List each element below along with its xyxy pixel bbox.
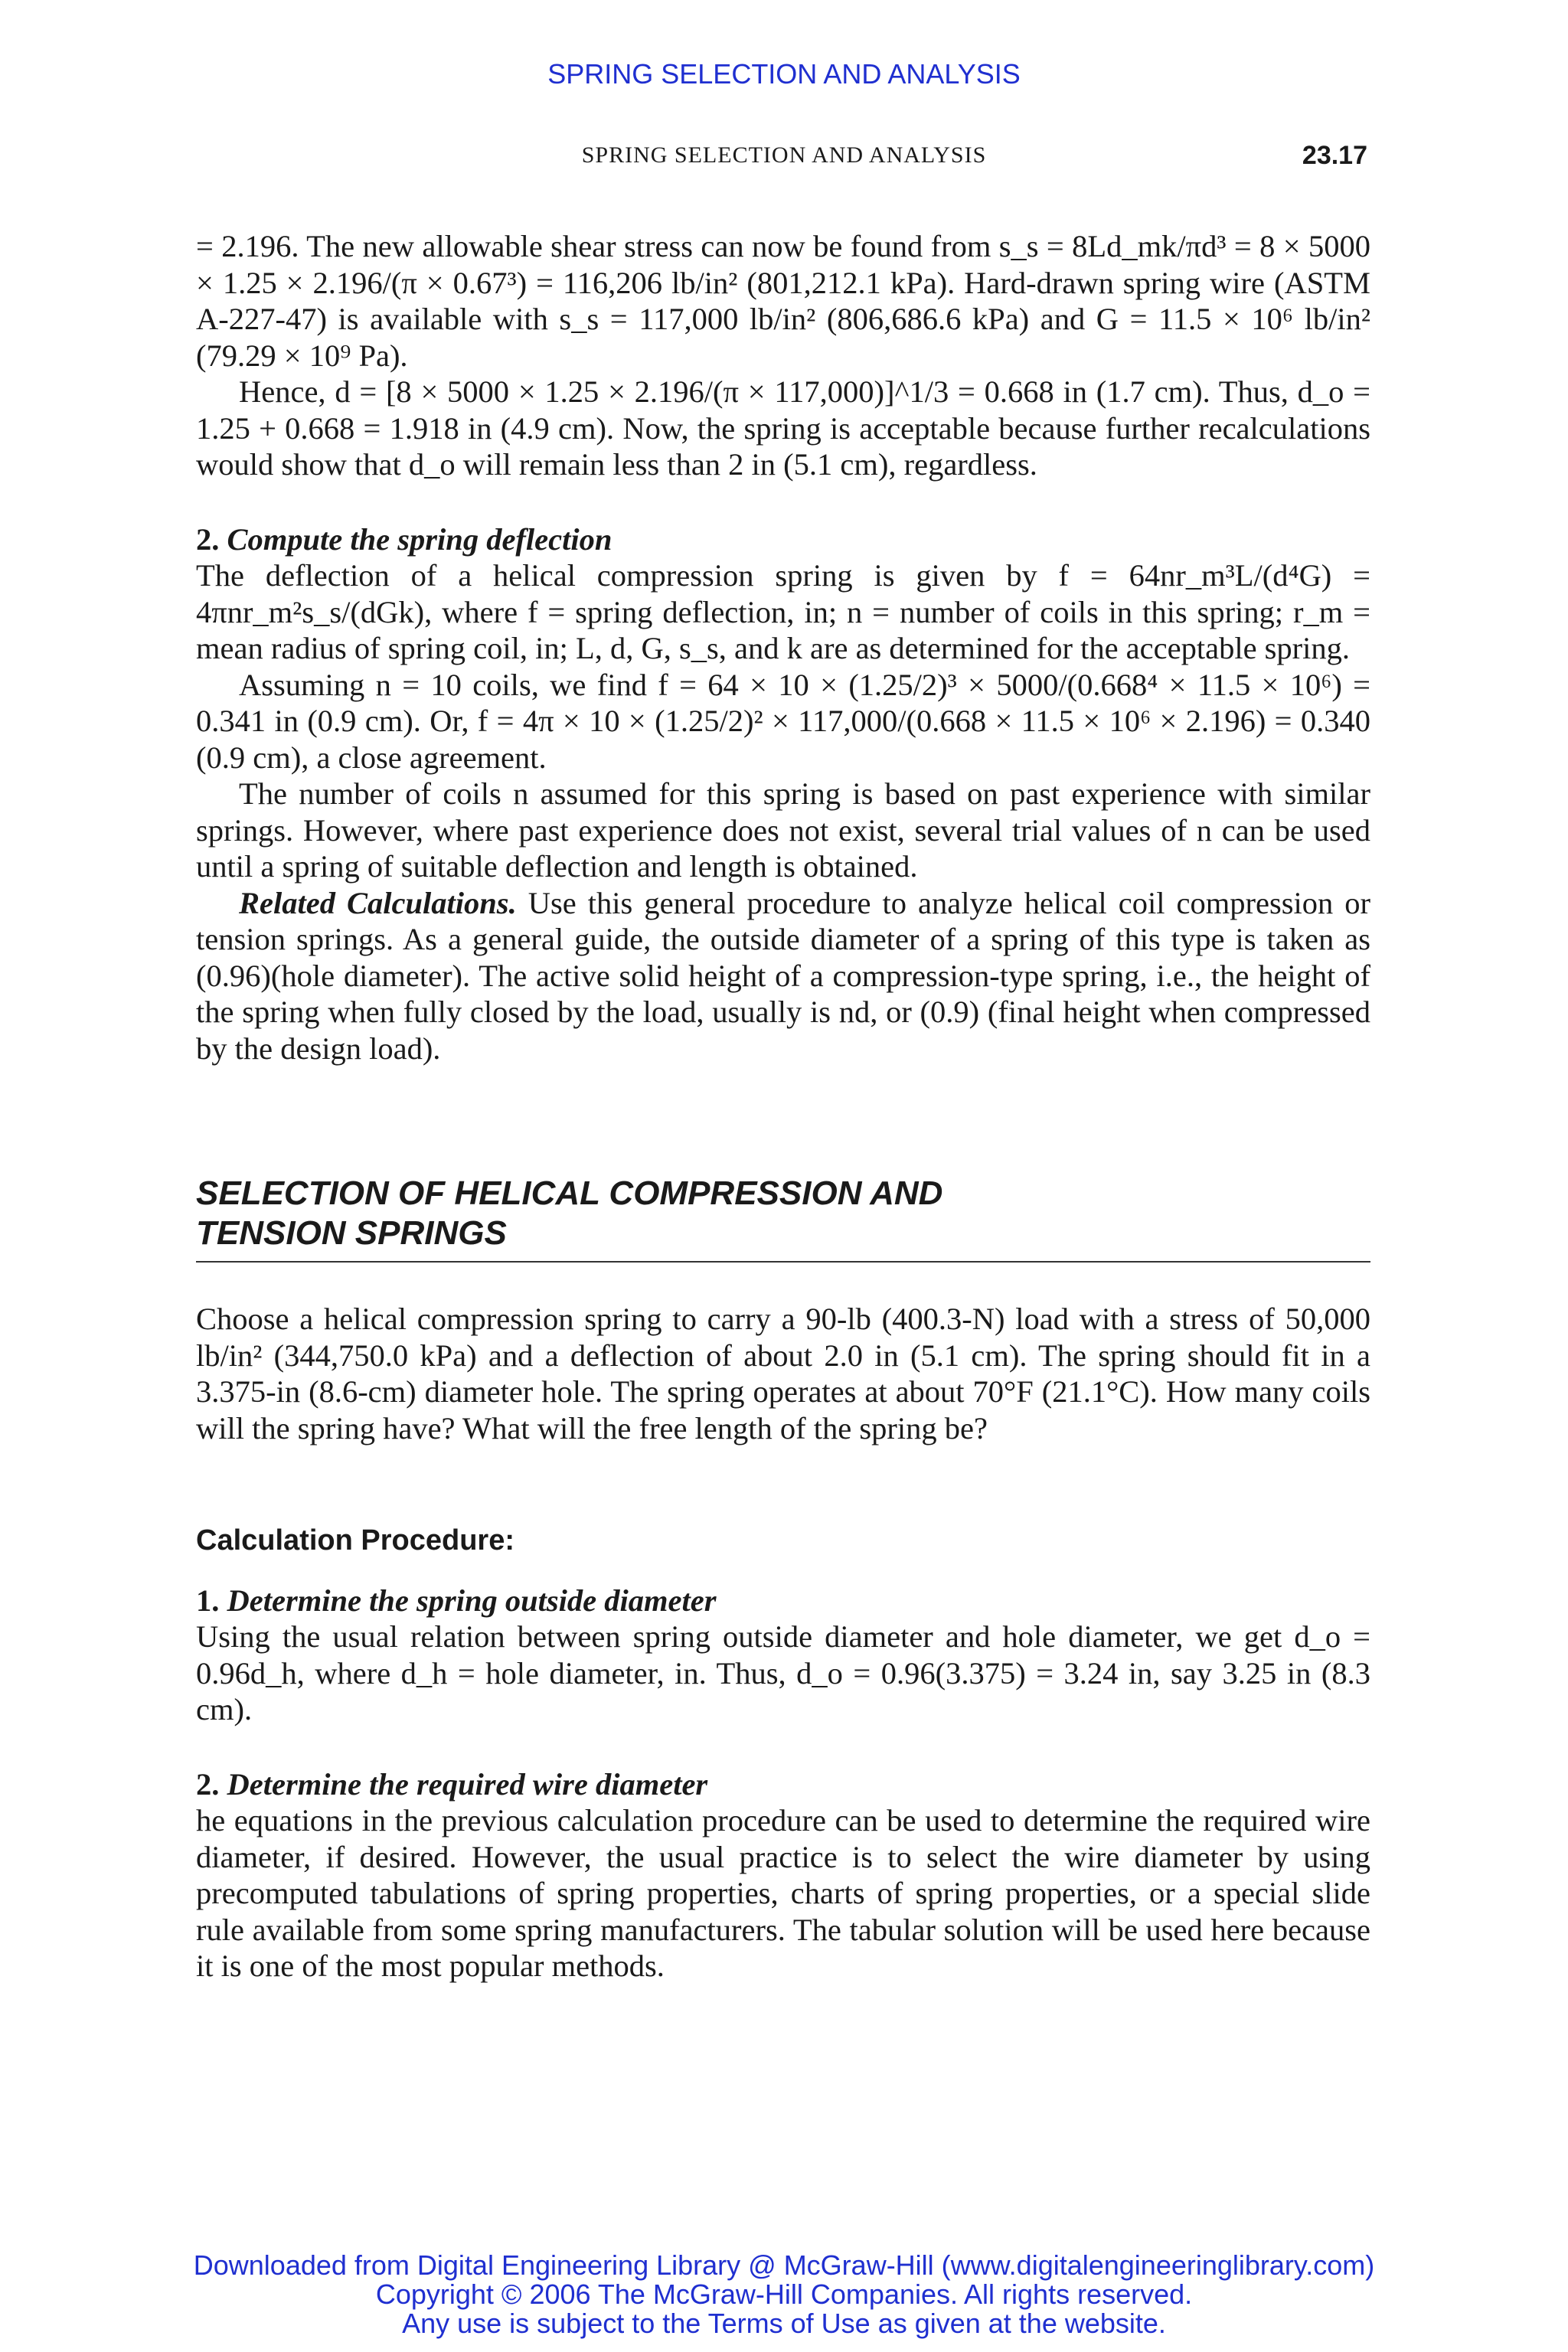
running-head xyxy=(0,142,1568,173)
footer-terms-link[interactable]: Any use is subject to the Terms of Use as given at the website. xyxy=(402,2308,1166,2339)
paragraph: he equations in the previous calculation procedure can be used to determine the required wire diameter, if desired. However, the usual practice is to select the wire diameter by using precomputed tabulations of spring properties, charts of spring properties, or a special slide rule available from some spring manufacturers. The tabular solution will be used here because it is one of the most popular methods. xyxy=(196,1803,1370,1983)
paragraph: Hence, d = [8 × 5000 × 1.25 × 2.196/(π × 117,000)]^1/3 = 0.668 in (1.7 cm). Thus, d_o = 1.25 + 0.668 = 1.918 in (4.9 cm). Now, the spring is acceptable because further recalculations would show that d_o will remain less than 2 in (5.1 cm), regardless. xyxy=(196,374,1370,482)
step-heading xyxy=(196,1766,1370,1803)
problem-statement: Choose a helical compression spring to carry a 90-lb (400.3-N) load with a stress of 50,000 lb/in² (344,750.0 kPa) and a deflection of about 2.0 in (5.1 cm). The spring should fit in a 3.375-in (8.6-cm) diameter hole. The spring operates at about 70°F (21.1°C). How many coils will the spring have? What will the free length of the spring be? xyxy=(196,1302,1370,1446)
section-heading-line2: TENSION SPRINGS xyxy=(196,1214,507,1252)
section-heading xyxy=(196,1174,1370,1263)
related-label: Related Calculations. xyxy=(239,885,517,920)
step-title: Determine the required wire diameter xyxy=(227,1766,708,1802)
paragraph: Using the usual relation between spring outside diameter and hole diameter, we get d_o = 0.96d_h, where d_h = hole diameter, in. Thus, d_o = 0.96(3.375) = 3.24 in, say 3.25 in (8.3 cm). xyxy=(196,1619,1370,1726)
step-title: Determine the spring outside diameter xyxy=(227,1583,717,1618)
paragraph: = 2.196. The new allowable shear stress can now be found from s_s = 8Ld_mk/πd³ = 8 × 5000 × 1.25 × 2.196/(π × 0.67³) = 116,206 lb/in² (801,212.1 kPa). Hard-drawn spring wire (ASTM A-227-47) is available with s_s = 117,000 lb/in² (806,686.6 kPa) and G = 11.5 × 10⁶ lb/in² (79.29 × 10⁹ Pa). xyxy=(196,229,1370,373)
paragraph: Assuming n = 10 coils, we find f = 64 × 10 × (1.25/2)³ × 5000/(0.668⁴ × 11.5 × 10⁶) = 0.341 in (0.9 cm). Or, f = 4π × 10 × (1.25/2)² × 117,000/(0.668 × 11.5 × 10⁶ × 2.196) = 0.340 (0.9 cm), a close agreement. xyxy=(196,667,1370,775)
step-number: 2. xyxy=(196,521,220,557)
footer-copyright: Copyright © 2006 The McGraw-Hill Companies. All rights reserved. xyxy=(375,2278,1193,2310)
step-heading xyxy=(196,1583,1370,1619)
section-heading-line1: SELECTION OF HELICAL COMPRESSION AND xyxy=(196,1174,943,1212)
step-title: Compute the spring deflection xyxy=(227,521,612,557)
step-number: 1. xyxy=(196,1583,220,1618)
banner-title: SPRING SELECTION AND ANALYSIS xyxy=(547,58,1021,90)
running-title: SPRING SELECTION AND ANALYSIS xyxy=(581,142,987,168)
step-heading xyxy=(196,521,1370,558)
related-calculations xyxy=(196,885,1370,1067)
procedure-heading: Calculation Procedure: xyxy=(196,1524,514,1557)
footer-download-link[interactable]: Downloaded from Digital Engineering Library @ McGraw-Hill (www.digitalengineeringlibrary.com) xyxy=(193,2249,1375,2281)
step-number: 2. xyxy=(196,1766,220,1802)
paragraph: The number of coils n assumed for this spring is based on past experience with similar springs. However, where past experience does not exist, several trial values of n can be used until a spring of suitable deflection and length is obtained. xyxy=(196,776,1370,884)
footer xyxy=(0,2251,1568,2338)
paragraph: The deflection of a helical compression spring is given by f = 64nr_m³L/(d⁴G) = 4πnr_m²s_s/(dGk), where f = spring deflection, in; n = number of coils in this spring; r_m = mean radius of spring coil, in; L, d, G, s_s, and k are as determined for the acceptable spring. xyxy=(196,558,1370,665)
page-body xyxy=(196,228,1370,1984)
page-number: 23.17 xyxy=(1302,141,1367,170)
related-text: Use this general procedure to analyze helical coil compression or tension springs. As a general guide, the outside diameter of a spring of this type is taken as (0.96)(hole diameter). The active solid height of a compression-type spring, i.e., the height of the spring when fully closed by the load, usually is nd, or (0.9) (final height when compressed by the design load). xyxy=(196,885,1371,1066)
